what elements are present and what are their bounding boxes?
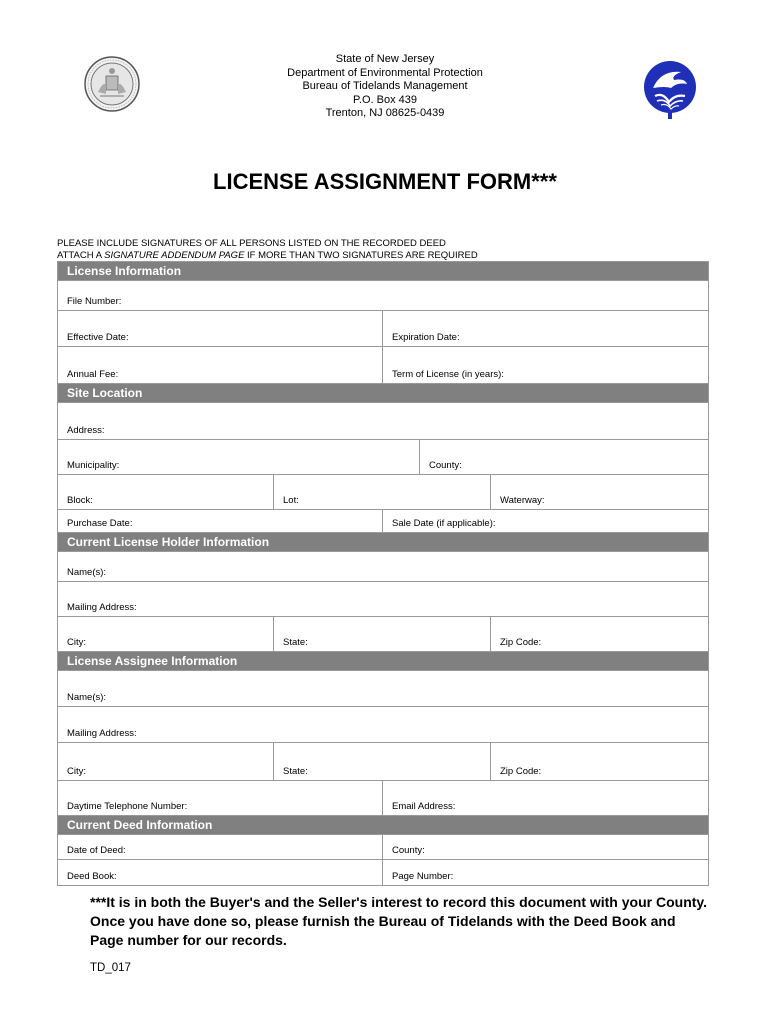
- form-row: [58, 671, 708, 707]
- page-number-field[interactable]: [383, 860, 708, 885]
- field-label: Municipality:: [67, 460, 120, 471]
- form-row: [58, 781, 708, 816]
- field-label: Block:: [67, 495, 93, 506]
- license-term-field[interactable]: [383, 347, 708, 383]
- field-label: Purchase Date:: [67, 518, 133, 529]
- field-label: Expiration Date:: [392, 332, 460, 343]
- sale-date-field[interactable]: [383, 510, 708, 532]
- form-title: LICENSE ASSIGNMENT FORM***: [213, 169, 557, 194]
- field-label: Name(s):: [67, 692, 107, 703]
- form-row: [58, 743, 708, 781]
- form-row: [58, 311, 708, 347]
- agency-line: Bureau of Tidelands Management: [302, 80, 468, 92]
- field-label: Term of License (in years):: [392, 369, 504, 380]
- field-label: Page Number:: [392, 871, 454, 882]
- agency-line: State of New Jersey: [335, 53, 435, 65]
- instructions: [57, 238, 478, 261]
- form-row: [58, 440, 708, 475]
- instruction-line: PLEASE INCLUDE SIGNATURES OF ALL PERSONS LISTED ON THE RECORDED DEED: [57, 238, 446, 249]
- field-label: File Number:: [67, 296, 122, 307]
- section-header-site-location: Site Location: [58, 384, 708, 403]
- annual-fee-field[interactable]: [58, 347, 383, 383]
- form-row: [58, 552, 708, 582]
- assignee-state-field[interactable]: [274, 743, 491, 780]
- field-label: Name(s):: [67, 567, 107, 578]
- section-header-current-deed: Current Deed Information: [58, 816, 708, 835]
- form-row: [58, 475, 708, 510]
- date-of-deed-field[interactable]: [58, 835, 383, 859]
- form-row: [58, 510, 708, 533]
- file-number-field[interactable]: [58, 281, 708, 310]
- agency-line: Department of Environmental Protection: [287, 66, 483, 79]
- field-label: Lot:: [283, 495, 299, 506]
- deed-county-field[interactable]: [383, 835, 708, 859]
- field-label: Deed Book:: [67, 871, 117, 882]
- instruction-text: ATTACH A: [57, 249, 105, 261]
- field-label: Mailing Address:: [67, 602, 137, 613]
- instruction-emphasis: SIGNATURE ADDENDUM PAGE: [104, 249, 245, 261]
- holder-names-field[interactable]: [58, 552, 708, 581]
- municipality-field[interactable]: [58, 440, 420, 474]
- section-header-license-information: License Information: [58, 262, 708, 281]
- site-address-field[interactable]: [58, 403, 708, 439]
- block-field[interactable]: [58, 475, 274, 509]
- field-label: City:: [67, 766, 86, 777]
- field-label: City:: [67, 637, 86, 648]
- agency-line: P.O. Box 439: [352, 93, 417, 106]
- form-row: [58, 281, 708, 311]
- instruction-text: IF MORE THAN TWO SIGNATURES ARE REQUIRED: [244, 249, 478, 261]
- holder-city-field[interactable]: [58, 617, 274, 651]
- agency-line: Trenton, NJ 08625-0439: [325, 107, 445, 119]
- field-label: Zip Code:: [500, 766, 542, 777]
- daytime-phone-field[interactable]: [58, 781, 383, 815]
- field-label: County:: [429, 460, 462, 471]
- field-label: State:: [283, 766, 308, 777]
- field-label: Email Address:: [392, 801, 456, 812]
- form-row: [58, 403, 708, 440]
- nj-dep-logo-icon: [641, 58, 699, 120]
- field-label: Mailing Address:: [67, 728, 137, 739]
- waterway-field[interactable]: [491, 475, 708, 509]
- assignee-zip-field[interactable]: [491, 743, 708, 780]
- expiration-date-field[interactable]: [383, 311, 708, 346]
- field-label: Waterway:: [500, 495, 545, 506]
- assignee-city-field[interactable]: [58, 743, 274, 780]
- recording-note: ***It is in both the Buyer's and the Seller's interest to record this document with your County. Once you have done so, please furnish the Bureau of Tidelands with the Deed Book and Page number for our records.: [90, 894, 708, 948]
- field-label: Effective Date:: [67, 332, 129, 343]
- field-label: County:: [392, 845, 425, 856]
- section-header-license-assignee: License Assignee Information: [58, 652, 708, 671]
- form-code: TD_017: [90, 962, 131, 974]
- deed-book-field[interactable]: [58, 860, 383, 885]
- form-row: [58, 617, 708, 652]
- assignee-mailing-address-field[interactable]: [58, 707, 708, 742]
- site-county-field[interactable]: [420, 440, 708, 474]
- field-label: State:: [283, 637, 308, 648]
- field-label: Date of Deed:: [67, 845, 126, 856]
- form-row: [58, 707, 708, 743]
- section-header-current-license-holder: Current License Holder Information: [58, 533, 708, 552]
- holder-zip-field[interactable]: [491, 617, 708, 651]
- form-row: [58, 582, 708, 617]
- lot-field[interactable]: [274, 475, 491, 509]
- effective-date-field[interactable]: [58, 311, 383, 346]
- form-row: [58, 347, 708, 384]
- field-label: Address:: [67, 425, 105, 436]
- license-assignment-form: [57, 261, 709, 886]
- field-label: Sale Date (if applicable):: [392, 518, 496, 529]
- field-label: Daytime Telephone Number:: [67, 801, 188, 812]
- instruction-line: [57, 250, 478, 262]
- holder-mailing-address-field[interactable]: [58, 582, 708, 616]
- field-label: Annual Fee:: [67, 369, 119, 380]
- form-row: [58, 835, 708, 860]
- assignee-names-field[interactable]: [58, 671, 708, 706]
- field-label: Zip Code:: [500, 637, 542, 648]
- purchase-date-field[interactable]: [58, 510, 383, 532]
- holder-state-field[interactable]: [274, 617, 491, 651]
- email-address-field[interactable]: [383, 781, 708, 815]
- form-row: [58, 860, 708, 886]
